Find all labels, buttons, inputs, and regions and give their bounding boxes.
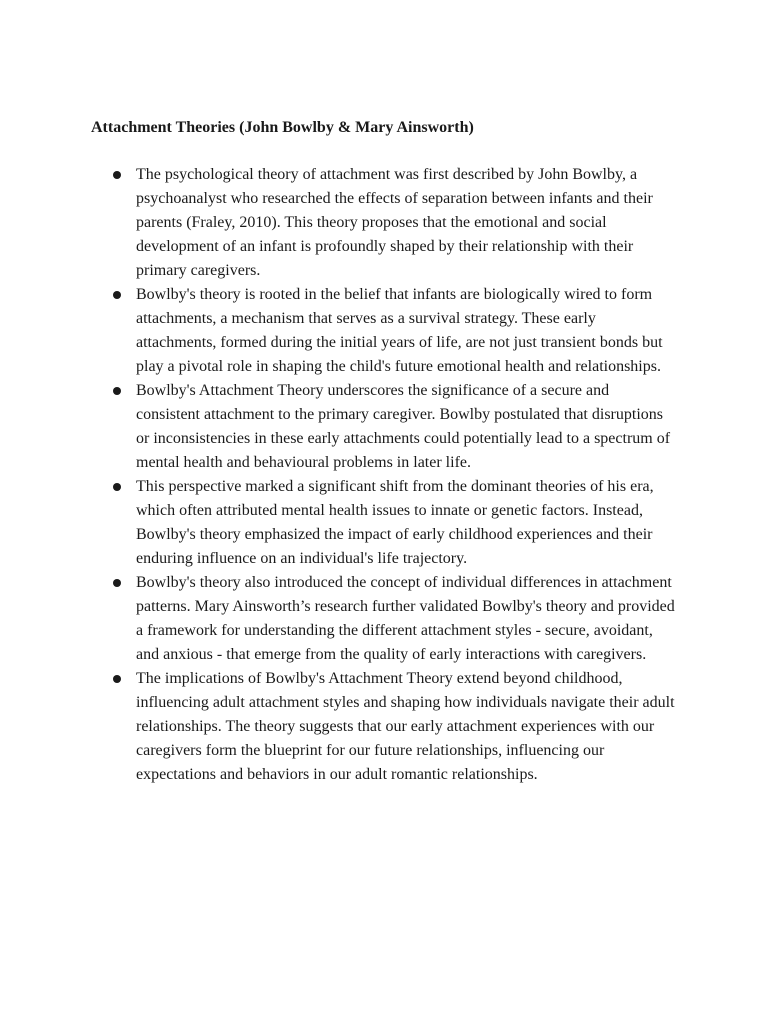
bullet-item [0, 667, 676, 787]
bullet-list [0, 163, 768, 787]
bullet-item [0, 475, 676, 571]
bullet-item [0, 283, 676, 379]
bullet-text: Bowlby's Attachment Theory underscores the significance of a secure and consistent attachment to the primary caregiver. Bowlby postulated that disruptions or inconsistencies in these early attachments could potentially lead to a spectrum of mental health and behavioural problems in later life. [136, 382, 671, 471]
bullet-text: The implications of Bowlby's Attachment Theory extend beyond childhood, influencing adult attachment styles and shaping how individuals navigate their adult relationships. The theory suggests that our early attachment experiences with our caregivers form the blueprint for our future relationships, influencing our expectations and behaviors in our adult romantic relationships. [136, 670, 675, 783]
bullet-dot-icon [113, 675, 121, 683]
document-title: Attachment Theories (John Bowlby & Mary Ainsworth) [91, 119, 474, 136]
bullet-dot-icon [113, 483, 121, 491]
bullet-dot-icon [113, 387, 121, 395]
bullet-item [0, 379, 676, 475]
bullet-text: The psychological theory of attachment was first described by John Bowlby, a psychoanalyst who researched the effects of separation between infants and their parents (Fraley, 2010). This theory proposes that the emotional and social development of an infant is profoundly shaped by their relationship with their primary caregivers. [136, 166, 653, 279]
bullet-item [0, 571, 676, 667]
bullet-item [0, 163, 676, 283]
bullet-text: Bowlby's theory is rooted in the belief that infants are biologically wired to form attachments, a mechanism that serves as a survival strategy. These early attachments, formed during the initial years of life, are not just transient bonds but play a pivotal role in shaping the child's future emotional health and relationships. [136, 286, 663, 375]
bullet-text: This perspective marked a significant shift from the dominant theories of his era, which often attributed mental health issues to innate or genetic factors. Instead, Bowlby's theory emphasized the impact of early childhood experiences and their enduring influence on an individual's life trajectory. [136, 478, 654, 567]
bullet-dot-icon [113, 171, 121, 179]
bullet-dot-icon [113, 579, 121, 587]
bullet-text: Bowlby's theory also introduced the concept of individual differences in attachment patterns. Mary Ainsworth’s research further validated Bowlby's theory and provided a framework for understanding the different attachment styles - secure, avoidant, and anxious - that emerge from the quality of early interactions with caregivers. [136, 574, 675, 663]
bullet-dot-icon [113, 291, 121, 299]
